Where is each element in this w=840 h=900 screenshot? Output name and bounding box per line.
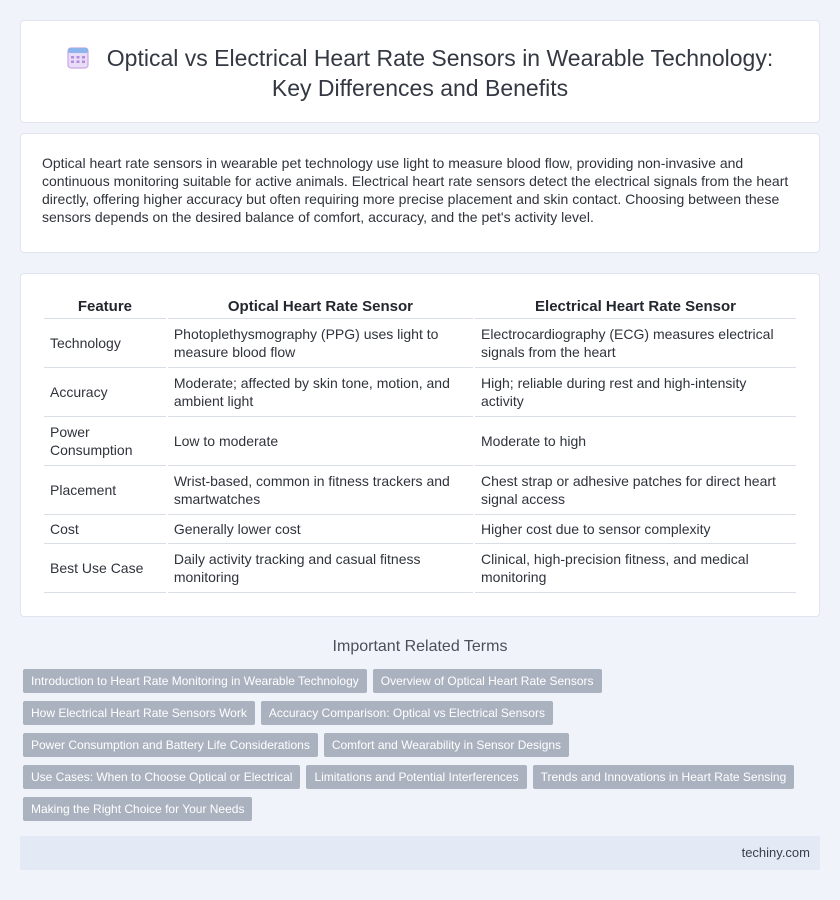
related-terms-heading: Important Related Terms <box>332 638 508 655</box>
electrical-cell: Chest strap or adhesive patches for direct heart signal access <box>475 466 796 515</box>
related-term-tag[interactable]: Trends and Innovations in Heart Rate Sensing <box>533 765 795 789</box>
table-row <box>44 466 796 515</box>
header-feature: Feature <box>44 296 166 319</box>
optical-cell: Moderate; affected by skin tone, motion, and ambient light <box>168 368 473 417</box>
header-electrical: Electrical Heart Rate Sensor <box>475 296 796 319</box>
feature-cell: Cost <box>44 515 166 544</box>
electrical-cell: Electrocardiography (ECG) measures electrical signals from the heart <box>475 319 796 368</box>
electrical-cell: Moderate to high <box>475 417 796 466</box>
title-line-1: Optical vs Electrical Heart Rate Sensors in Wearable Technology: <box>106 45 774 71</box>
feature-cell: Accuracy <box>44 368 166 417</box>
table-row <box>44 368 796 417</box>
related-term-tag[interactable]: Overview of Optical Heart Rate Sensors <box>373 669 602 693</box>
related-terms-list <box>23 669 813 821</box>
feature-cell: Best Use Case <box>44 544 166 593</box>
related-term-tag[interactable]: Comfort and Wearability in Sensor Designs <box>324 733 569 757</box>
related-term-tag[interactable]: How Electrical Heart Rate Sensors Work <box>23 701 255 725</box>
related-term-tag[interactable]: Use Cases: When to Choose Optical or Electrical <box>23 765 300 789</box>
table-row <box>44 319 796 368</box>
electrical-cell: Clinical, high-precision fitness, and medical monitoring <box>475 544 796 593</box>
related-term-tag[interactable]: Accuracy Comparison: Optical vs Electrical Sensors <box>261 701 553 725</box>
comparison-card <box>20 273 820 617</box>
page-title <box>21 43 819 103</box>
related-term-tag[interactable]: Introduction to Heart Rate Monitoring in Wearable Technology <box>23 669 367 693</box>
table-row <box>44 515 796 544</box>
table-row <box>44 417 796 466</box>
related-term-tag[interactable]: Power Consumption and Battery Life Considerations <box>23 733 318 757</box>
header-optical: Optical Heart Rate Sensor <box>168 296 473 319</box>
optical-cell: Generally lower cost <box>168 515 473 544</box>
comparison-table <box>42 296 798 593</box>
optical-cell: Wrist-based, common in fitness trackers and smartwatches <box>168 466 473 515</box>
optical-cell: Photoplethysmography (PPG) uses light to measure blood flow <box>168 319 473 368</box>
table-row <box>44 544 796 593</box>
title-card <box>20 20 820 123</box>
calendar-grid-icon <box>67 45 89 69</box>
table-header-row <box>44 296 796 319</box>
feature-cell: Technology <box>44 319 166 368</box>
footer-bar <box>20 836 820 870</box>
feature-cell: Power Consumption <box>44 417 166 466</box>
optical-cell: Low to moderate <box>168 417 473 466</box>
electrical-cell: High; reliable during rest and high-intensity activity <box>475 368 796 417</box>
optical-cell: Daily activity tracking and casual fitness monitoring <box>168 544 473 593</box>
related-term-tag[interactable]: Limitations and Potential Interferences <box>306 765 526 789</box>
related-term-tag[interactable]: Making the Right Choice for Your Needs <box>23 797 252 821</box>
electrical-cell: Higher cost due to sensor complexity <box>475 515 796 544</box>
summary-paragraph: Optical heart rate sensors in wearable pet technology use light to measure blood flow, providing non-invasive and continuous monitoring suitable for active animals. Electrical heart rate sensors detect the electrical signals from the heart directly, offering higher accuracy but often requiring more precise placement and skin contact. Choosing between these sensors depends on the desired balance of comfort, accuracy, and the pet's activity level. <box>42 155 789 225</box>
summary-card <box>20 133 820 253</box>
feature-cell: Placement <box>44 466 166 515</box>
footer-site-link[interactable]: techiny.com <box>741 845 810 860</box>
title-line-2: Key Differences and Benefits <box>271 75 569 101</box>
